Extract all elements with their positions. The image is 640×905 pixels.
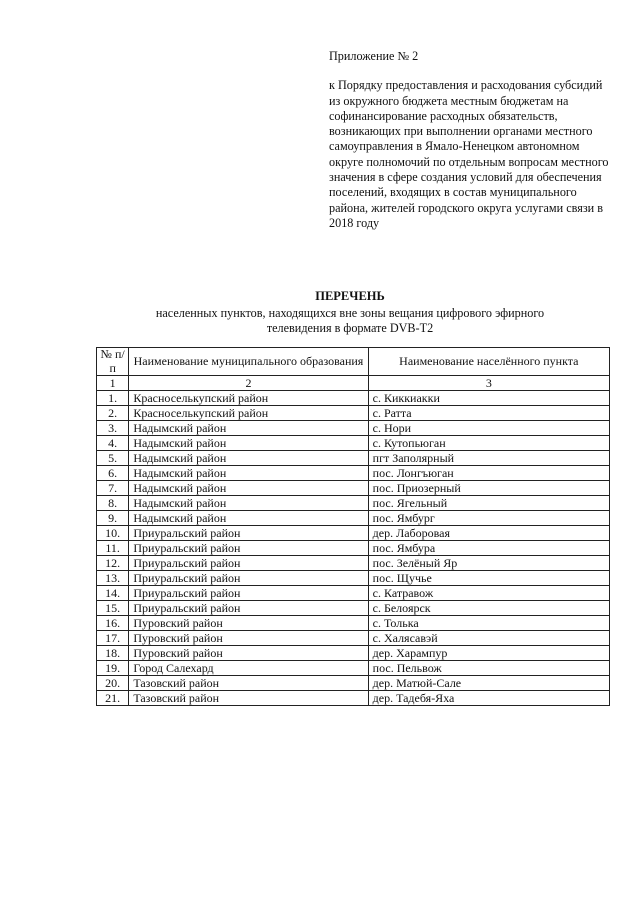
municipality-cell: Приуральский район (129, 556, 368, 571)
table-row (97, 526, 610, 541)
settlement-cell: дер. Харампур (368, 646, 609, 661)
table-row (97, 466, 610, 481)
header-municipality: Наименование муниципального образования (129, 348, 368, 376)
settlement-cell: пос. Приозерный (368, 481, 609, 496)
row-number-cell: 12. (97, 556, 129, 571)
index-cell: 2 (129, 376, 368, 391)
row-number-cell: 1. (97, 391, 129, 406)
table-row (97, 676, 610, 691)
table-row (97, 391, 610, 406)
table-row (97, 541, 610, 556)
settlement-cell: с. Ратта (368, 406, 609, 421)
municipality-cell: Надымский район (129, 451, 368, 466)
settlement-cell: пос. Ягельный (368, 496, 609, 511)
row-number-cell: 15. (97, 601, 129, 616)
document-subtitle: населенных пунктов, находящихся вне зоны вещания цифрового эфирного телевидения в формате DVB-T2 (155, 306, 545, 335)
table-row (97, 481, 610, 496)
row-number-cell: 13. (97, 571, 129, 586)
table-row (97, 556, 610, 571)
municipality-cell: Надымский район (129, 421, 368, 436)
municipality-cell: Пуровский район (129, 616, 368, 631)
row-number-cell: 2. (97, 406, 129, 421)
municipality-cell: Красноселькупский район (129, 406, 368, 421)
row-number-cell: 19. (97, 661, 129, 676)
document-title: ПЕРЕЧЕНЬ (315, 289, 385, 303)
settlements-table (96, 347, 610, 706)
municipality-cell: Пуровский район (129, 646, 368, 661)
table-row (97, 436, 610, 451)
appendix-text: к Порядку предоставления и расходования субсидий из окружного бюджета местным бюджетам на софинансирование расходных обязательств, возникающих при выполнении органами местного самоуправления в Ямало-Ненецком автономном округе полномочий по отдельным вопросам местного значения в сфере создания условий для обеспечения поселений, входящих в состав муниципального района, жителей городского округа услугами связи в 2018 году (329, 78, 609, 230)
table-row (97, 511, 610, 526)
row-number-cell: 10. (97, 526, 129, 541)
settlement-cell: пос. Лонгъюган (368, 466, 609, 481)
table-row (97, 571, 610, 586)
table-row (97, 601, 610, 616)
row-number-cell: 20. (97, 676, 129, 691)
municipality-cell: Приуральский район (129, 586, 368, 601)
row-number-cell: 3. (97, 421, 129, 436)
municipality-cell: Надымский район (129, 496, 368, 511)
row-number-cell: 21. (97, 691, 129, 706)
settlement-cell: пос. Пельвож (368, 661, 609, 676)
header-number: № п/п (97, 348, 129, 376)
municipality-cell: Надымский район (129, 481, 368, 496)
municipality-cell: Приуральский район (129, 526, 368, 541)
municipality-cell: Тазовский район (129, 691, 368, 706)
municipality-cell: Приуральский район (129, 601, 368, 616)
index-cell: 1 (97, 376, 129, 391)
settlement-cell: дер. Тадебя-Яха (368, 691, 609, 706)
row-number-cell: 8. (97, 496, 129, 511)
settlement-cell: пос. Ямбура (368, 541, 609, 556)
table-header-row (97, 348, 610, 376)
settlement-cell: с. Нори (368, 421, 609, 436)
municipality-cell: Город Салехард (129, 661, 368, 676)
table-row (97, 586, 610, 601)
row-number-cell: 9. (97, 511, 129, 526)
settlement-cell: дер. Лаборовая (368, 526, 609, 541)
settlement-cell: с. Киккиакки (368, 391, 609, 406)
title-block (90, 289, 610, 335)
table-row (97, 406, 610, 421)
table-row (97, 421, 610, 436)
table-row (97, 631, 610, 646)
table-row (97, 496, 610, 511)
table-index-row (97, 376, 610, 391)
settlement-cell: с. Катравож (368, 586, 609, 601)
index-cell: 3 (368, 376, 609, 391)
row-number-cell: 18. (97, 646, 129, 661)
row-number-cell: 6. (97, 466, 129, 481)
table-row (97, 661, 610, 676)
settlement-cell: дер. Матюй-Сале (368, 676, 609, 691)
row-number-cell: 5. (97, 451, 129, 466)
table-row (97, 646, 610, 661)
settlement-cell: пос. Зелёный Яр (368, 556, 609, 571)
municipality-cell: Приуральский район (129, 571, 368, 586)
settlement-cell: с. Толька (368, 616, 609, 631)
municipality-cell: Пуровский район (129, 631, 368, 646)
settlement-cell: с. Халясавэй (368, 631, 609, 646)
table-row (97, 451, 610, 466)
appendix-number: Приложение № 2 (329, 49, 419, 63)
appendix-block (329, 49, 609, 231)
municipality-cell: Надымский район (129, 436, 368, 451)
settlement-cell: пос. Ямбург (368, 511, 609, 526)
municipality-cell: Надымский район (129, 466, 368, 481)
row-number-cell: 17. (97, 631, 129, 646)
row-number-cell: 7. (97, 481, 129, 496)
row-number-cell: 11. (97, 541, 129, 556)
settlement-cell: пгт Заполярный (368, 451, 609, 466)
settlement-cell: пос. Щучье (368, 571, 609, 586)
municipality-cell: Красноселькупский район (129, 391, 368, 406)
settlement-cell: с. Кутопьюган (368, 436, 609, 451)
header-settlement: Наименование населённого пункта (368, 348, 609, 376)
row-number-cell: 4. (97, 436, 129, 451)
municipality-cell: Приуральский район (129, 541, 368, 556)
municipality-cell: Тазовский район (129, 676, 368, 691)
table-row (97, 691, 610, 706)
municipality-cell: Надымский район (129, 511, 368, 526)
settlement-cell: с. Белоярск (368, 601, 609, 616)
row-number-cell: 16. (97, 616, 129, 631)
table-row (97, 616, 610, 631)
row-number-cell: 14. (97, 586, 129, 601)
